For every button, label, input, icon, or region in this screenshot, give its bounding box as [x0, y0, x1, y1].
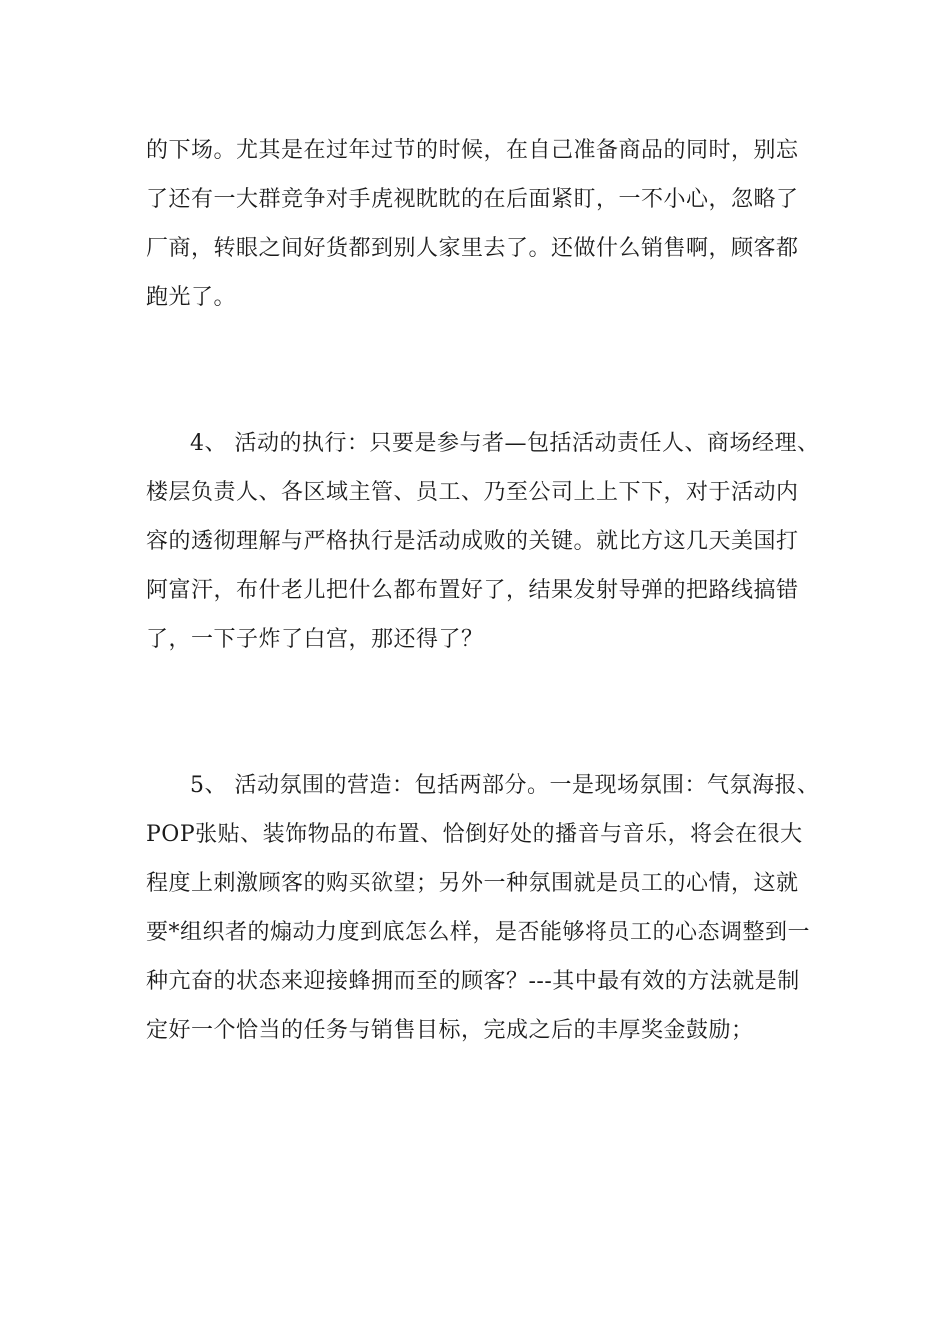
paragraph-line: 了，一下子炸了白宫，那还得了？	[146, 627, 484, 652]
paragraph-line: 的下场。尤其是在过年过节的时候，在自己准备商品的同时，别忘	[146, 138, 799, 163]
paragraph-line: 定好一个恰当的任务与销售目标，完成之后的丰厚奖金鼓励；	[146, 1018, 754, 1043]
paragraph-line: 4、 活动的执行：只要是参与者—包括活动责任人、商场经理、	[190, 431, 820, 456]
paragraph-line: 程度上刺激顾客的购买欲望；另外一种氛围就是员工的心情，这就	[146, 871, 799, 896]
paragraph-line: 5、 活动氛围的营造：包括两部分。一是现场氛围：气氛海报、	[190, 773, 820, 798]
paragraph-line: 跑光了。	[146, 285, 237, 310]
paragraph-line: 种亢奋的状态来迎接蜂拥而至的顾客？---其中最有效的方法就是制	[146, 969, 800, 994]
paragraph-line: 楼层负责人、各区域主管、员工、乃至公司上上下下，对于活动内	[146, 480, 799, 505]
paragraph-line: POP张贴、装饰物品的布置、恰倒好处的播音与音乐，将会在很大	[146, 822, 803, 847]
paragraph-line: 厂商，转眼之间好货都到别人家里去了。还做什么销售啊，顾客都	[146, 236, 799, 261]
paragraph-line: 阿富汗，布什老儿把什么都布置好了，结果发射导弹的把路线搞错	[146, 578, 799, 603]
paragraph-line: 容的透彻理解与严格执行是活动成败的关键。就比方这几天美国打	[146, 529, 799, 554]
paragraph-line: 要*组织者的煽动力度到底怎么样，是否能够将员工的心态调整到一	[146, 920, 811, 945]
paragraph-line: 了还有一大群竞争对手虎视眈眈的在后面紧盯，一不小心，忽略了	[146, 187, 799, 212]
